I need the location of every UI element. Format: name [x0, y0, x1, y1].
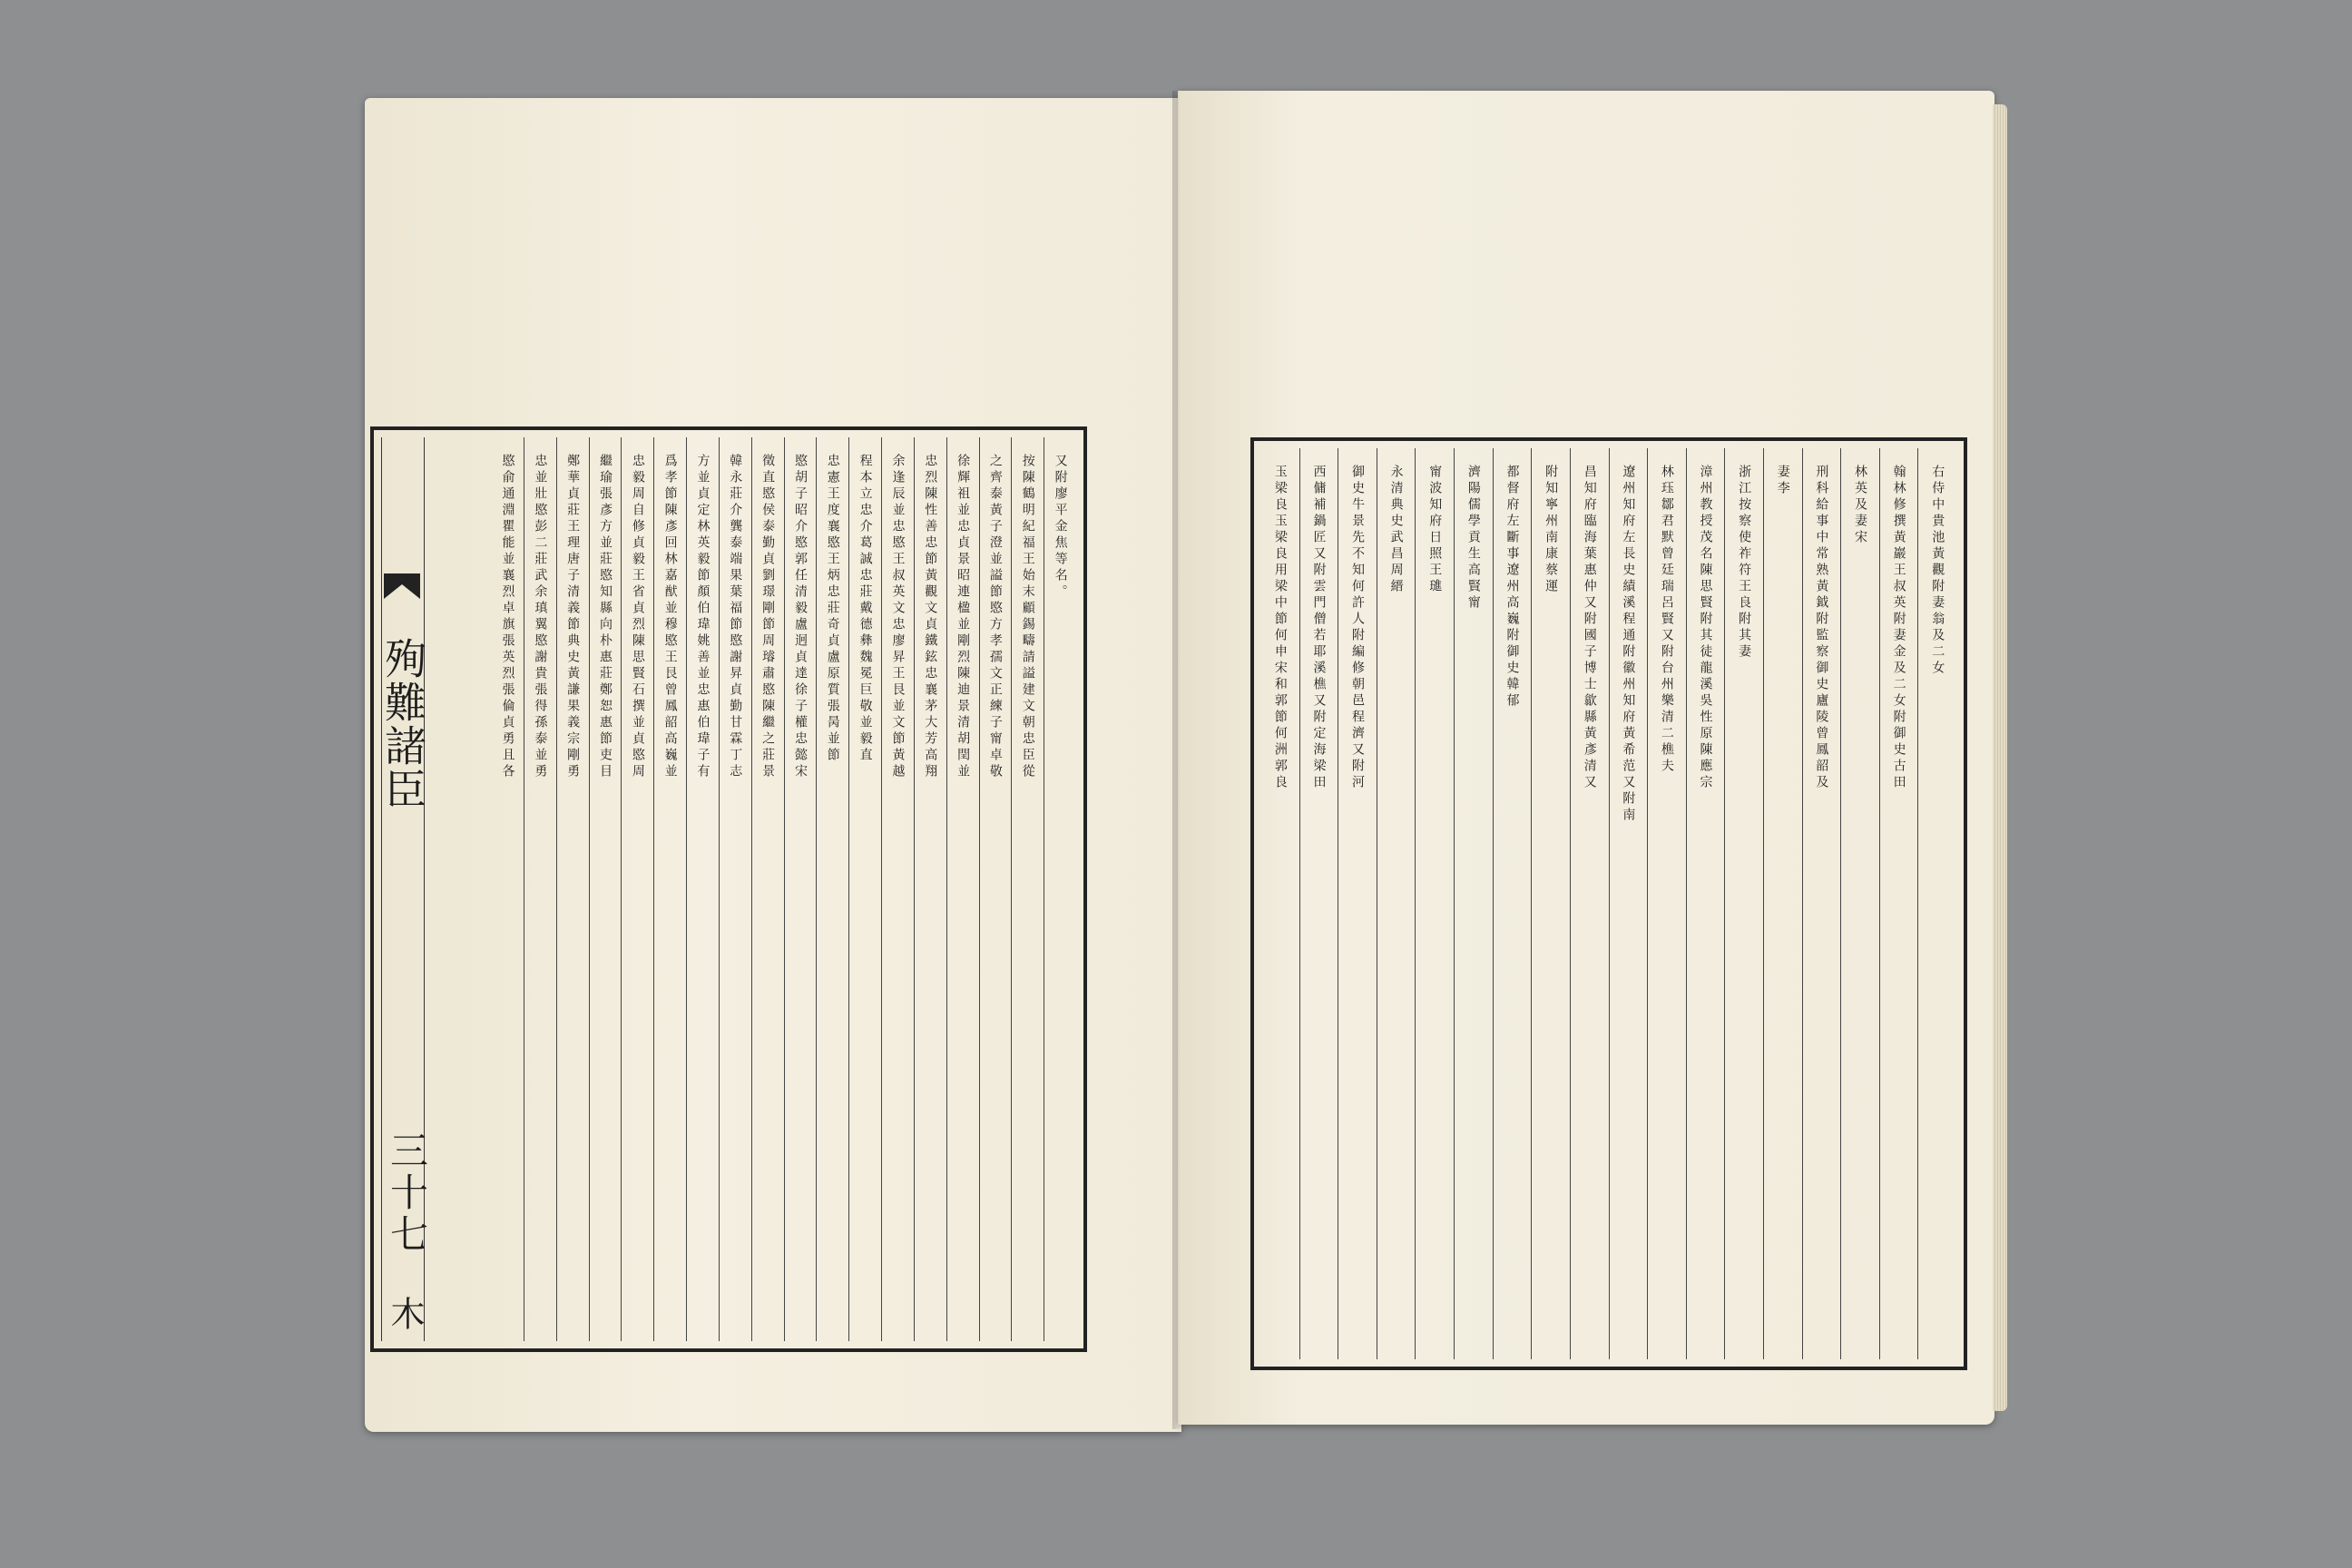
text-column — [1724, 448, 1763, 1359]
column-text: 韓永莊介龔泰端果葉福節愍謝昇貞勤甘霖丁志 — [728, 454, 743, 780]
text-column — [1299, 448, 1338, 1359]
text-column — [848, 437, 881, 1341]
text-column — [653, 437, 686, 1341]
text-column — [686, 437, 719, 1341]
column-text: 忠毅周自修貞毅王省貞烈陳思賢石撰並貞愍周 — [630, 454, 645, 780]
column-text: 按陳鶴明紀福王始末顧錫疇請謚建文朝忠臣從 — [1020, 454, 1035, 780]
center-column — [378, 437, 429, 1341]
text-column — [751, 437, 784, 1341]
text-column — [1338, 448, 1377, 1359]
text-column — [1493, 448, 1532, 1359]
text-column — [1917, 448, 1956, 1359]
column-text: 右侍中貴池黃觀附妻翁及二女 — [1930, 465, 1945, 677]
text-column — [1415, 448, 1454, 1359]
column-text: 濟陽儒學貢生高賢甯 — [1465, 465, 1481, 612]
column-text: 漳州教授茂名陳思賢附其徒龍溪吳性原陳應宗 — [1698, 465, 1713, 791]
column-text: 林英及妻宋 — [1852, 465, 1867, 546]
text-column — [1763, 448, 1802, 1359]
column-text: 繼瑜張彥方並莊愍知縣向朴惠莊鄭恕惠節吏目 — [597, 454, 612, 780]
column-text: 浙江按察使祚符王良附其妻 — [1737, 465, 1752, 661]
text-column — [1802, 448, 1841, 1359]
fish-tail-mark-icon — [384, 573, 420, 599]
text-column — [816, 437, 848, 1341]
column-text: 徐輝祖並忠貞景昭連楹並剛烈陳迪景清胡閏並 — [956, 454, 971, 780]
right-columns — [1261, 448, 1956, 1359]
text-column — [1570, 448, 1609, 1359]
column-text: 徵直愍侯泰勤貞劉璟剛節周璿肅愍陳繼之莊景 — [760, 454, 776, 780]
column-text: 忠烈陳性善忠節黃觀文貞鐵鉉忠襄茅大芳高翔 — [923, 454, 938, 780]
right-text-frame — [1250, 437, 1967, 1370]
column-text: 遼州知府左長史績溪程通附徽州知府黃希范又附南 — [1621, 465, 1636, 824]
text-column — [556, 437, 589, 1341]
column-text: 玉梁良玉梁良用梁中節何申宋和郭節何洲郭良 — [1272, 465, 1288, 791]
column-text: 又附廖平金焦等名。 — [1053, 454, 1068, 601]
text-column — [1879, 448, 1918, 1359]
column-text: 余逢辰並忠愍王叔英文忠廖昇王艮並文節黃越 — [890, 454, 906, 780]
left-columns — [492, 437, 1076, 1341]
column-text: 西傭補鍋匠又附雲門僧若耶溪樵又附定海梁田 — [1311, 465, 1327, 791]
left-text-frame — [370, 426, 1087, 1352]
column-text: 愍俞通淵瞿能並襄烈卓旗張英烈張倫貞勇且各 — [500, 454, 515, 780]
column-text: 御史牛景先不知何許人附編修朝邑程濟又附河 — [1350, 465, 1366, 791]
column-text: 之齊泰黃子澄並謚節愍方孝孺文正練子甯卓敬 — [987, 454, 1003, 780]
column-text: 甯波知府日照王璡 — [1427, 465, 1443, 595]
text-column — [1840, 448, 1879, 1359]
text-column — [589, 437, 622, 1341]
center-title-text: 殉難諸臣 — [378, 637, 427, 811]
text-column — [1377, 448, 1416, 1359]
block-mark — [385, 1296, 425, 1338]
text-column — [979, 437, 1012, 1341]
text-column — [1454, 448, 1493, 1359]
column-text: 刑科給事中常熟黃鉞附監察御史廬陵曾鳳韶及 — [1814, 465, 1829, 791]
book-gutter — [1172, 91, 1185, 1429]
folio — [385, 1131, 429, 1259]
center-title — [378, 637, 427, 811]
text-column — [1011, 437, 1044, 1341]
text-column — [914, 437, 946, 1341]
block-mark-text: 木 — [385, 1296, 425, 1334]
column-text: 附知寧州南康蔡運 — [1544, 465, 1559, 595]
column-text: 程本立忠介葛誠忠莊戴德彝魏冕巨敬並毅直 — [858, 454, 873, 764]
column-text: 爲孝節陳彥回林嘉猷並穆愍王艮曾鳳韶高巍並 — [662, 454, 678, 780]
text-column — [1261, 448, 1299, 1359]
text-column — [1609, 448, 1648, 1359]
text-column — [784, 437, 817, 1341]
text-column — [946, 437, 979, 1341]
text-column — [492, 437, 524, 1341]
column-text: 翰林修撰黃巖王叔英附妻金及二女附御史古田 — [1891, 465, 1906, 791]
text-column — [881, 437, 914, 1341]
text-column — [621, 437, 653, 1341]
column-text: 忠憲王度襄愍王炳忠莊奇貞盧原質張昺並節 — [825, 454, 840, 764]
page-edges — [1993, 104, 2007, 1411]
text-column — [524, 437, 556, 1341]
text-column — [1531, 448, 1570, 1359]
column-text: 昌知府臨海葉惠仲又附國子博士歙縣黃彥清又 — [1582, 465, 1597, 791]
column-text: 忠並壯愍彭二莊武余瑱翼愍謝貴張得孫泰並勇 — [533, 454, 548, 780]
column-text: 愍胡子昭介愍郭任清毅盧迥貞達徐子權忠懿宋 — [792, 454, 808, 780]
column-text: 永清典史武昌周縉 — [1388, 465, 1404, 595]
folio-number: 三十七 — [385, 1131, 429, 1256]
column-text: 鄭華貞莊王理唐子清義節典史黃謙果義宗剛勇 — [565, 454, 581, 780]
column-text: 方並貞定林英毅節顏伯瑋姚善並忠惠伯瑋子有 — [695, 454, 710, 780]
text-column — [1044, 437, 1076, 1341]
column-text: 林珏鄒君默曾廷瑞呂賢又附台州樂清二樵夫 — [1659, 465, 1674, 775]
text-column — [719, 437, 751, 1341]
text-column — [1647, 448, 1686, 1359]
column-text: 妻李 — [1775, 465, 1790, 497]
text-column — [1686, 448, 1725, 1359]
column-text: 都督府左斷事遼州高巍附御史韓郁 — [1504, 465, 1520, 710]
